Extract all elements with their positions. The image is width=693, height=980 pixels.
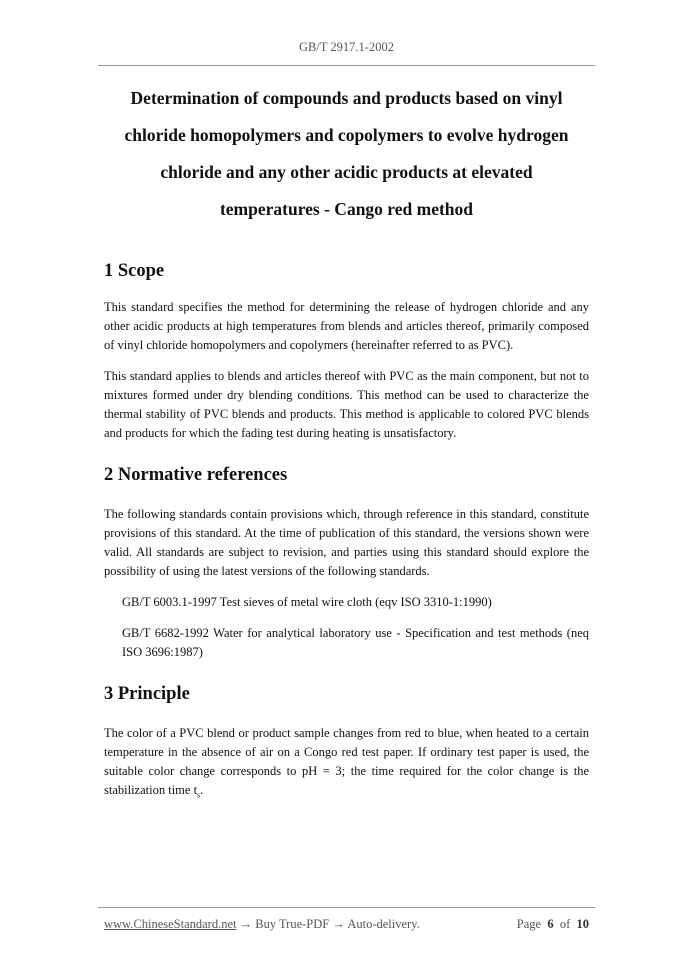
principle-text-end: .: [200, 783, 204, 797]
section-heading-principle: 3 Principle: [104, 684, 190, 704]
site-link[interactable]: www.ChineseStandard.net: [104, 917, 237, 931]
section-normative-references: [104, 463, 589, 662]
section-principle: [104, 682, 589, 805]
section-scope: [104, 259, 589, 443]
footer-divider: [98, 907, 595, 908]
principle-text: The color of a PVC blend or product sample changes from red to blue, when heated to a certain temperature in the absence of air on a Congo red test paper. If ordinary test paper is used, the suitable color change corresponds to pH = 3; the time required for the color change is the stabilization time t: [104, 726, 589, 797]
footer-links: [104, 917, 420, 932]
auto-delivery-text: Auto-delivery.: [347, 917, 420, 931]
arrow-right-icon: →: [332, 917, 345, 931]
stabilization-time-subscript: s: [197, 790, 201, 800]
title-line: Determination of compounds and products based on vinyl: [130, 88, 563, 108]
references-intro: The following standards contain provisions which, through reference in this standard, constitute provisions of this standard. At the time of publication of this standard, the versions shown were valid. All standards are subject to revision, and parties using this standard should explore the possibility of using the latest versions of the following standards.: [104, 507, 589, 578]
page-number: [517, 917, 589, 932]
title-line: chloride homopolymers and copolymers to evolve hydrogen: [124, 125, 569, 145]
page-label: Page: [516, 917, 542, 931]
section-heading-scope: 1 Scope: [104, 261, 165, 281]
page-current: 6: [547, 917, 554, 931]
header-divider: [98, 65, 595, 66]
buy-true-pdf-text: Buy True-PDF: [255, 917, 330, 931]
page-of: of: [559, 917, 571, 931]
document-title: [104, 80, 589, 228]
title-line: chloride and any other acidic products at elevated: [160, 162, 533, 182]
running-header: GB/T 2917.1-2002: [299, 40, 394, 54]
page-content: [104, 80, 589, 805]
reference-item: GB/T 6682-1992 Water for analytical laboratory use - Specification and test methods (neq ISO 3696:1987): [122, 626, 589, 659]
scope-paragraph: This standard applies to blends and articles thereof with PVC as the main component, but not to mixtures formed under dry blending conditions. This method can be used to characterize the thermal stability of PVC blends and products. This method is applicable to colored PVC blends and products for which the fading test during heating is unsatisfactory.: [104, 369, 589, 440]
scope-paragraph: This standard specifies the method for determining the release of hydrogen chloride and any other acidic products at high temperatures from blends and articles thereof, primarily composed of vinyl chloride homopolymers and copolymers (hereinafter referred to as PVC).: [104, 300, 589, 352]
title-line: temperatures - Cango red method: [219, 199, 474, 219]
page-total: 10: [576, 917, 589, 931]
principle-paragraph: [104, 724, 589, 805]
arrow-right-icon: →: [239, 917, 253, 931]
reference-item: GB/T 6003.1-1997 Test sieves of metal wire cloth (eqv ISO 3310-1:1990): [122, 595, 492, 609]
section-heading-references: 2 Normative references: [104, 465, 288, 485]
